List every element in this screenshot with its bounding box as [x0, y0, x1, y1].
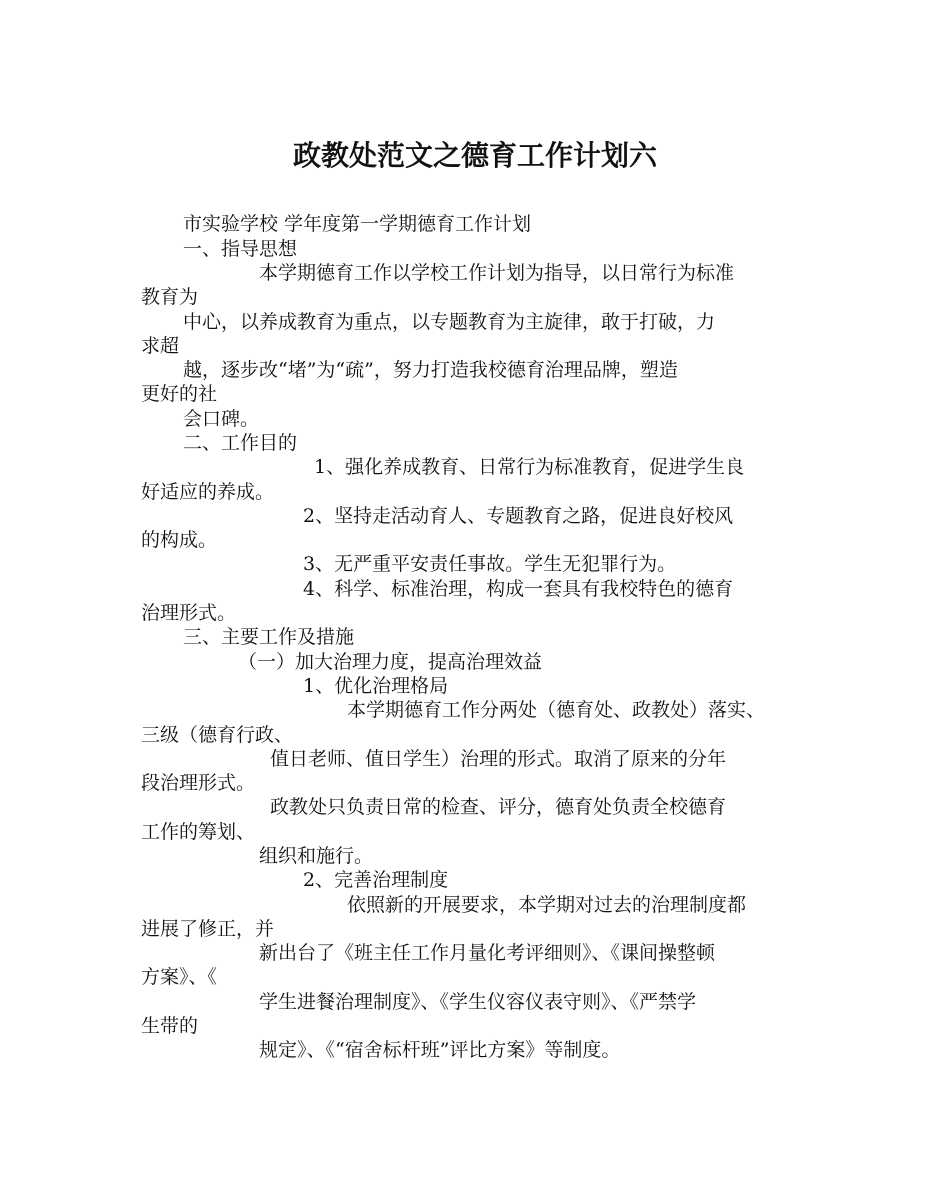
text-line: 市实验学校 学年度第一学期德育工作计划 — [183, 213, 532, 235]
text-line: 治理形式。 — [141, 602, 237, 624]
text-line: 学生进餐治理制度》、《学生仪容仪表守则》、《严禁学 — [259, 991, 697, 1013]
text-line: 一、指导思想 — [183, 238, 298, 260]
text-line: 工作的筹划、 — [141, 821, 256, 843]
document-title: 政教处范文之德育工作计划六 — [292, 139, 657, 172]
text-line: 好适应的养成。 — [141, 481, 275, 503]
text-line: 方案》、《 — [141, 966, 218, 988]
text-line: 的构成。 — [141, 529, 218, 551]
text-line: 二、工作目的 — [183, 432, 298, 454]
text-line: （一）加大治理力度，提高治理效益 — [238, 651, 543, 673]
text-line: 教育为 — [141, 286, 199, 308]
text-line: 本学期德育工作以学校工作计划为指导，以日常行为标准 — [259, 262, 735, 284]
text-line: 更好的社 — [141, 383, 218, 405]
text-line: 求超 — [141, 335, 180, 357]
text-line: 1、强化养成教育、日常行为标准教育，促进学生良 — [314, 456, 745, 478]
text-line: 值日老师、值日学生）治理的形式。取消了原来的分年 — [270, 748, 727, 770]
text-line: 本学期德育工作分两处（德育处、政教处）落实、 — [347, 699, 766, 721]
text-line: 依照新的开展要求，本学期对过去的治理制度都 — [347, 894, 747, 916]
text-line: 生带的 — [141, 1015, 199, 1037]
text-line: 3、无严重平安责任事故。学生无犯罪行为。 — [303, 553, 677, 575]
text-line: 三、主要工作及措施 — [183, 626, 355, 648]
text-line: 政教处只负责日常的检查、评分，德育处负责全校德育 — [270, 796, 727, 818]
text-line: 4、科学、标准治理，构成一套具有我校特色的德育 — [303, 578, 734, 600]
text-line: 进展了修正，并 — [141, 918, 275, 940]
text-line: 2、坚持走活动育人、专题教育之路，促进良好校风 — [303, 505, 734, 527]
text-line: 三级（德育行政、 — [141, 724, 294, 746]
text-line: 段治理形式。 — [141, 772, 256, 794]
text-line: 会口碑。 — [183, 408, 260, 430]
text-line: 1、优化治理格局 — [303, 675, 449, 697]
text-line: 规定》、《“宿舍标杆班”评比方案》等制度。 — [259, 1039, 621, 1061]
text-line: 中心，以养成教育为重点，以专题教育为主旋律，敢于打破，力 — [183, 311, 716, 333]
text-line: 2、完善治理制度 — [303, 869, 449, 891]
text-line: 越，逐步改“堵”为“疏”，努力打造我校德育治理品牌，塑造 — [183, 359, 678, 381]
text-line: 组织和施行。 — [259, 845, 374, 867]
text-line: 新出台了《班主任工作月量化考评细则》、《课间操整顿 — [259, 942, 716, 964]
